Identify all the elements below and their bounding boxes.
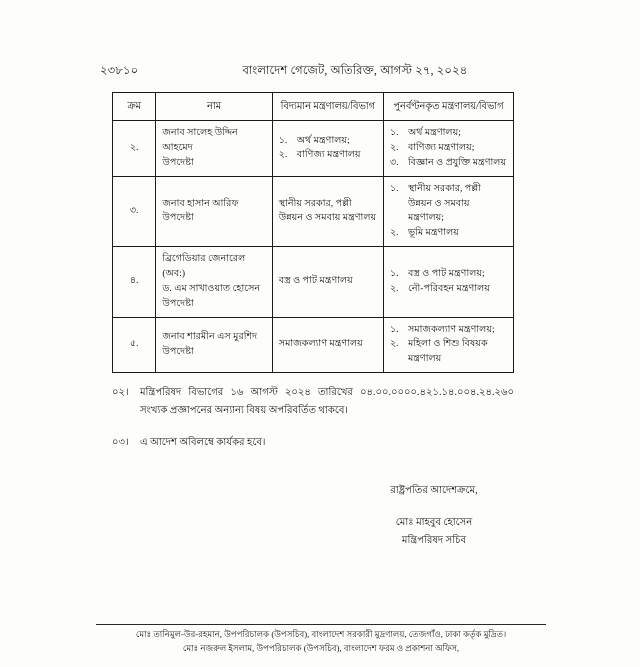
signatory-designation: মন্ত্রিপরিষদ সচিব	[401, 534, 467, 546]
new-list	[390, 182, 507, 241]
new-list	[390, 267, 507, 297]
list-item	[390, 226, 507, 241]
item-number: ২.	[389, 338, 399, 350]
paragraph-02	[112, 384, 514, 419]
cell-serial: ৫.	[113, 317, 156, 373]
list-item	[390, 282, 507, 297]
paragraph-text: এ আদেশ অবিলম্বে কার্যকর হবে।	[140, 437, 266, 448]
signatory-block	[354, 514, 514, 549]
list-item	[279, 197, 377, 227]
table-row	[113, 176, 514, 246]
existing-list	[279, 197, 377, 227]
page-header	[100, 62, 540, 81]
list-item	[279, 337, 377, 352]
item-number: ১.	[278, 134, 288, 146]
cell-new	[383, 317, 513, 373]
table-head	[113, 93, 514, 121]
item-text: বিজ্ঞান ও প্রযুক্তি মন্ত্রণালয়	[407, 156, 507, 168]
table-header-row	[113, 93, 514, 121]
page-footer	[96, 628, 546, 656]
item-text: মহিলা ও শিশু বিষয়ক মন্ত্রণালয়	[407, 338, 488, 365]
item-number: ১.	[389, 127, 399, 139]
item-number: ২.	[389, 142, 399, 154]
list-item	[390, 126, 507, 141]
name-line: জনাব সালেহ উদ্দিন আহমেদ	[162, 127, 238, 154]
item-text: স্থানীয় সরকার, পল্লী উন্নয়ন ও সমবায় মন্ত্রণালয়	[278, 197, 377, 224]
name-line: ব্রিগেডিয়ার জেনারেল (অব:)	[162, 253, 246, 280]
name-line: জনাব শারমীন এস মুরশিদ	[162, 331, 258, 343]
item-number: ২.	[278, 149, 288, 161]
existing-list	[279, 337, 377, 352]
item-text: সমাজকল্যাণ মন্ত্রণালয়	[278, 338, 363, 350]
cell-name	[156, 247, 272, 317]
name-line: উপদেষ্টা	[162, 345, 194, 357]
table-row	[113, 317, 514, 373]
column-header-name: নাম	[156, 93, 272, 121]
column-header-existing: বিদ্যমান মন্ত্রণালয়/বিভাগ	[272, 93, 383, 121]
item-text: স্থানীয় সরকার, পল্লী উন্নয়ন ও সমবায় মন্ত্রণালয়;	[407, 182, 481, 224]
table-row	[113, 121, 514, 177]
footer-line-1: মোঃ তানিমুল-উর-রহমান, উপপরিচালক (উপসচিব), বাংলাদেশ সরকারী মুদ্রণালয়, তেজগাঁও, ঢাকা কর্তৃক মুদ্রিত।	[135, 629, 507, 639]
name-line: উপদেষ্টা	[162, 297, 194, 309]
column-header-serial: ক্রম	[113, 93, 156, 121]
list-item	[279, 134, 377, 149]
list-item	[390, 182, 507, 227]
footer-divider	[96, 624, 546, 625]
item-text: নৌ-পরিবহন মন্ত্রণালয়	[407, 282, 490, 294]
item-text: বস্ত্র ও পাট মন্ত্রণালয়;	[407, 268, 485, 280]
list-item	[390, 156, 507, 171]
column-header-new: পুনর্বণ্টনকৃত মন্ত্রণালয়/বিভাগ	[383, 93, 513, 121]
cell-new	[383, 176, 513, 246]
name-line: উপদেষ্টা	[162, 212, 194, 224]
footer-line-2: মোঃ নজরুল ইসলাম, উপপরিচালক (উপসচিব), বাংলাদেশ ফরম ও প্রকাশনা অফিস,	[182, 642, 460, 653]
paragraph-number: ০৩।	[112, 437, 129, 448]
item-number: ৩.	[389, 156, 399, 168]
cell-existing	[272, 176, 383, 246]
cell-new	[383, 247, 513, 317]
list-item	[390, 323, 507, 338]
cell-existing	[272, 121, 383, 177]
existing-list	[279, 274, 377, 289]
new-list	[390, 323, 507, 368]
cell-serial: ৩.	[113, 176, 156, 246]
table-row	[113, 247, 514, 317]
name-line: ড. এম সাখাওয়াত হোসেন	[162, 282, 261, 294]
new-list	[390, 126, 507, 171]
item-number: ১.	[389, 323, 399, 335]
item-text: অর্থ মন্ত্রণালয়;	[296, 134, 350, 146]
item-number: ২.	[389, 282, 399, 294]
list-item	[390, 141, 507, 156]
cell-existing	[272, 317, 383, 373]
cell-name	[156, 121, 272, 177]
table-body	[113, 121, 514, 373]
list-item	[279, 274, 377, 289]
item-text: বাণিজ্য মন্ত্রণালয়	[296, 149, 361, 161]
header-page-number: ২৩৮১০	[100, 65, 139, 77]
paragraph-text: মন্ত্রিপরিষদ বিভাগের ১৬ আগস্ট ২০২৪ তারিখের ০৪.০০.০০০০.৪২১.১৪.০০৪.২৪.২৬০ সংখ্যক প্রজ্ঞাপনের অন্যান্য বিষয় অপরিবর্তিত থাকবে।	[140, 387, 514, 416]
reassignment-table	[112, 92, 514, 373]
header-title: বাংলাদেশ গেজেট, অতিরিক্ত, আগস্ট ২৭, ২০২৪	[242, 65, 468, 77]
item-text: বস্ত্র ও পাট মন্ত্রণালয়	[278, 275, 353, 287]
cell-name	[156, 176, 272, 246]
list-item	[390, 267, 507, 282]
cell-existing	[272, 247, 383, 317]
cell-new	[383, 121, 513, 177]
item-number: ১.	[389, 268, 399, 280]
order-line: রাষ্ট্রপতির আদেশক্রমে,	[390, 485, 478, 496]
item-text: ভূমি মন্ত্রণালয়	[407, 227, 459, 239]
name-line: উপদেষ্টা	[162, 156, 194, 168]
paragraph-03	[112, 434, 514, 452]
name-line: জনাব হাসান আরিফ	[162, 197, 239, 209]
cell-serial: ৪.	[113, 247, 156, 317]
signatory-name: মোঃ মাহবুব হোসেন	[395, 517, 473, 528]
existing-list	[279, 134, 377, 164]
item-number: ২.	[389, 227, 399, 239]
cell-serial: ২.	[113, 121, 156, 177]
paragraph-number: ০২।	[112, 387, 129, 398]
item-number: ১.	[389, 182, 399, 194]
list-item	[279, 148, 377, 163]
item-text: অর্থ মন্ত্রণালয়;	[407, 127, 461, 139]
list-item	[390, 337, 507, 367]
cell-name	[156, 317, 272, 373]
item-text: বাণিজ্য মন্ত্রণালয়;	[407, 142, 475, 154]
item-text: সমাজকল্যাণ মন্ত্রণালয়;	[407, 323, 495, 335]
